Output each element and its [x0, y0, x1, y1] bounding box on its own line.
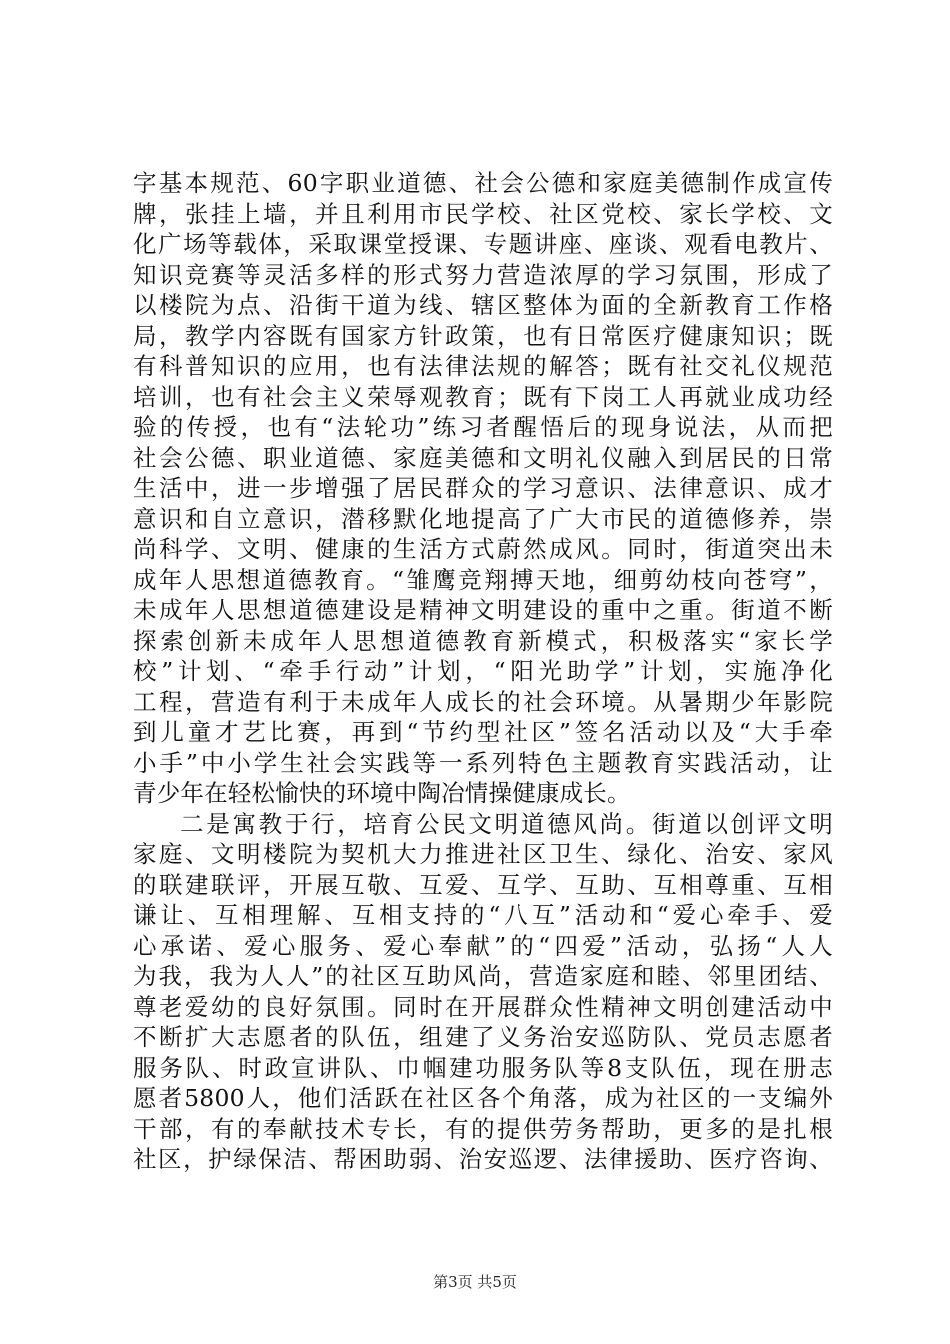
text-line: 社区，护绿保洁、帮困助弱、治安巡逻、法律援助、医疗咨询、: [133, 1145, 833, 1173]
paragraph-start-line: 二是寓教于行，培育公民文明道德风尚。街道以创评文明: [180, 809, 833, 838]
text-line: 干部，有的奉献技术专长，有的提供劳务帮助，更多的是扎根: [133, 1114, 833, 1143]
text-line: 意识和自立意识，潜移默化地提高了广大市民的道德修养，崇: [133, 504, 833, 533]
text-line: 愿者5800人，他们活跃在社区各个角落，成为社区的一支编外: [133, 1084, 833, 1112]
text-line: 尚科学、文明、健康的生活方式蔚然成风。同时，街道突出未: [133, 535, 833, 563]
text-line: 心承诺、爱心服务、爱心奉献”的“四爱”活动，弘扬“人人: [133, 931, 833, 960]
text-line: 字基本规范、60字职业道德、社会公德和家庭美德制作成宣传: [133, 169, 833, 197]
text-line: 成年人思想道德教育。“雏鹰竞翔搏天地，细剪幼枝向苍穹”，: [133, 565, 833, 594]
text-line: 为我，我为人人”的社区互助风尚，营造家庭和睦、邻里团结、: [133, 962, 833, 990]
text-line: 到儿童才艺比赛，再到“节约型社区”签名活动以及“大手牵: [133, 718, 833, 746]
text-line: 探索创新未成年人思想道德教育新模式，积极落实“家长学: [133, 626, 833, 655]
text-line: 验的传授，也有“法轮功”练习者醒悟后的现身说法，从而把: [133, 413, 833, 441]
text-line: 不断扩大志愿者的队伍，组建了义务治安巡防队、党员志愿者: [133, 1023, 833, 1051]
text-line: 培训，也有社会主义荣辱观教育；既有下岗工人再就业成功经: [133, 382, 833, 411]
text-line: 尊老爱幼的良好氛围。同时在开展群众性精神文明创建活动中: [133, 992, 833, 1021]
text-line: 生活中，进一步增强了居民群众的学习意识、法律意识、成才: [133, 474, 833, 502]
text-line: 家庭、文明楼院为契机大力推进社区卫生、绿化、治安、家风: [133, 840, 833, 868]
text-line: 化广场等载体，采取课堂授课、专题讲座、座谈、观看电教片、: [133, 230, 833, 258]
text-line: 小手”中小学生社会实践等一系列特色主题教育实践活动，让: [133, 748, 833, 777]
body-text: [133, 168, 833, 1175]
text-line: 有科普知识的应用，也有法律法规的解答；既有社交礼仪规范: [133, 352, 833, 380]
text-line: 未成年人思想道德建设是精神文明建设的重中之重。街道不断: [133, 596, 833, 624]
text-line: 的联建联评，开展互敬、互爱、互学、互助、互相尊重、互相: [133, 870, 833, 899]
text-line: 青少年在轻松愉快的环境中陶冶情操健康成长。: [133, 779, 631, 807]
page-number-footer: 第3页 共5页: [433, 1273, 517, 1291]
text-line: 校”计划、“牵手行动”计划，“阳光助学”计划，实施净化: [133, 657, 833, 685]
text-line: 服务队、时政宣讲队、巾帼建功服务队等8支队伍，现在册志: [133, 1053, 833, 1082]
text-line: 工程，营造有利于未成年人成长的社会环境。从暑期少年影院: [133, 687, 833, 716]
text-line: 以楼院为点、沿街干道为线、辖区整体为面的全新教育工作格: [133, 291, 833, 319]
text-line: 局，教学内容既有国家方针政策，也有日常医疗健康知识；既: [133, 321, 833, 350]
text-line: 牌，张挂上墙，并且利用市民学校、社区党校、家长学校、文: [133, 199, 833, 228]
text-line: 社会公德、职业道德、家庭美德和文明礼仪融入到居民的日常: [133, 443, 833, 472]
text-line: 知识竞赛等灵活多样的形式努力营造浓厚的学习氛围，形成了: [133, 260, 833, 289]
text-line: 谦让、互相理解、互相支持的“八互”活动和“爱心牵手、爱: [133, 901, 833, 929]
